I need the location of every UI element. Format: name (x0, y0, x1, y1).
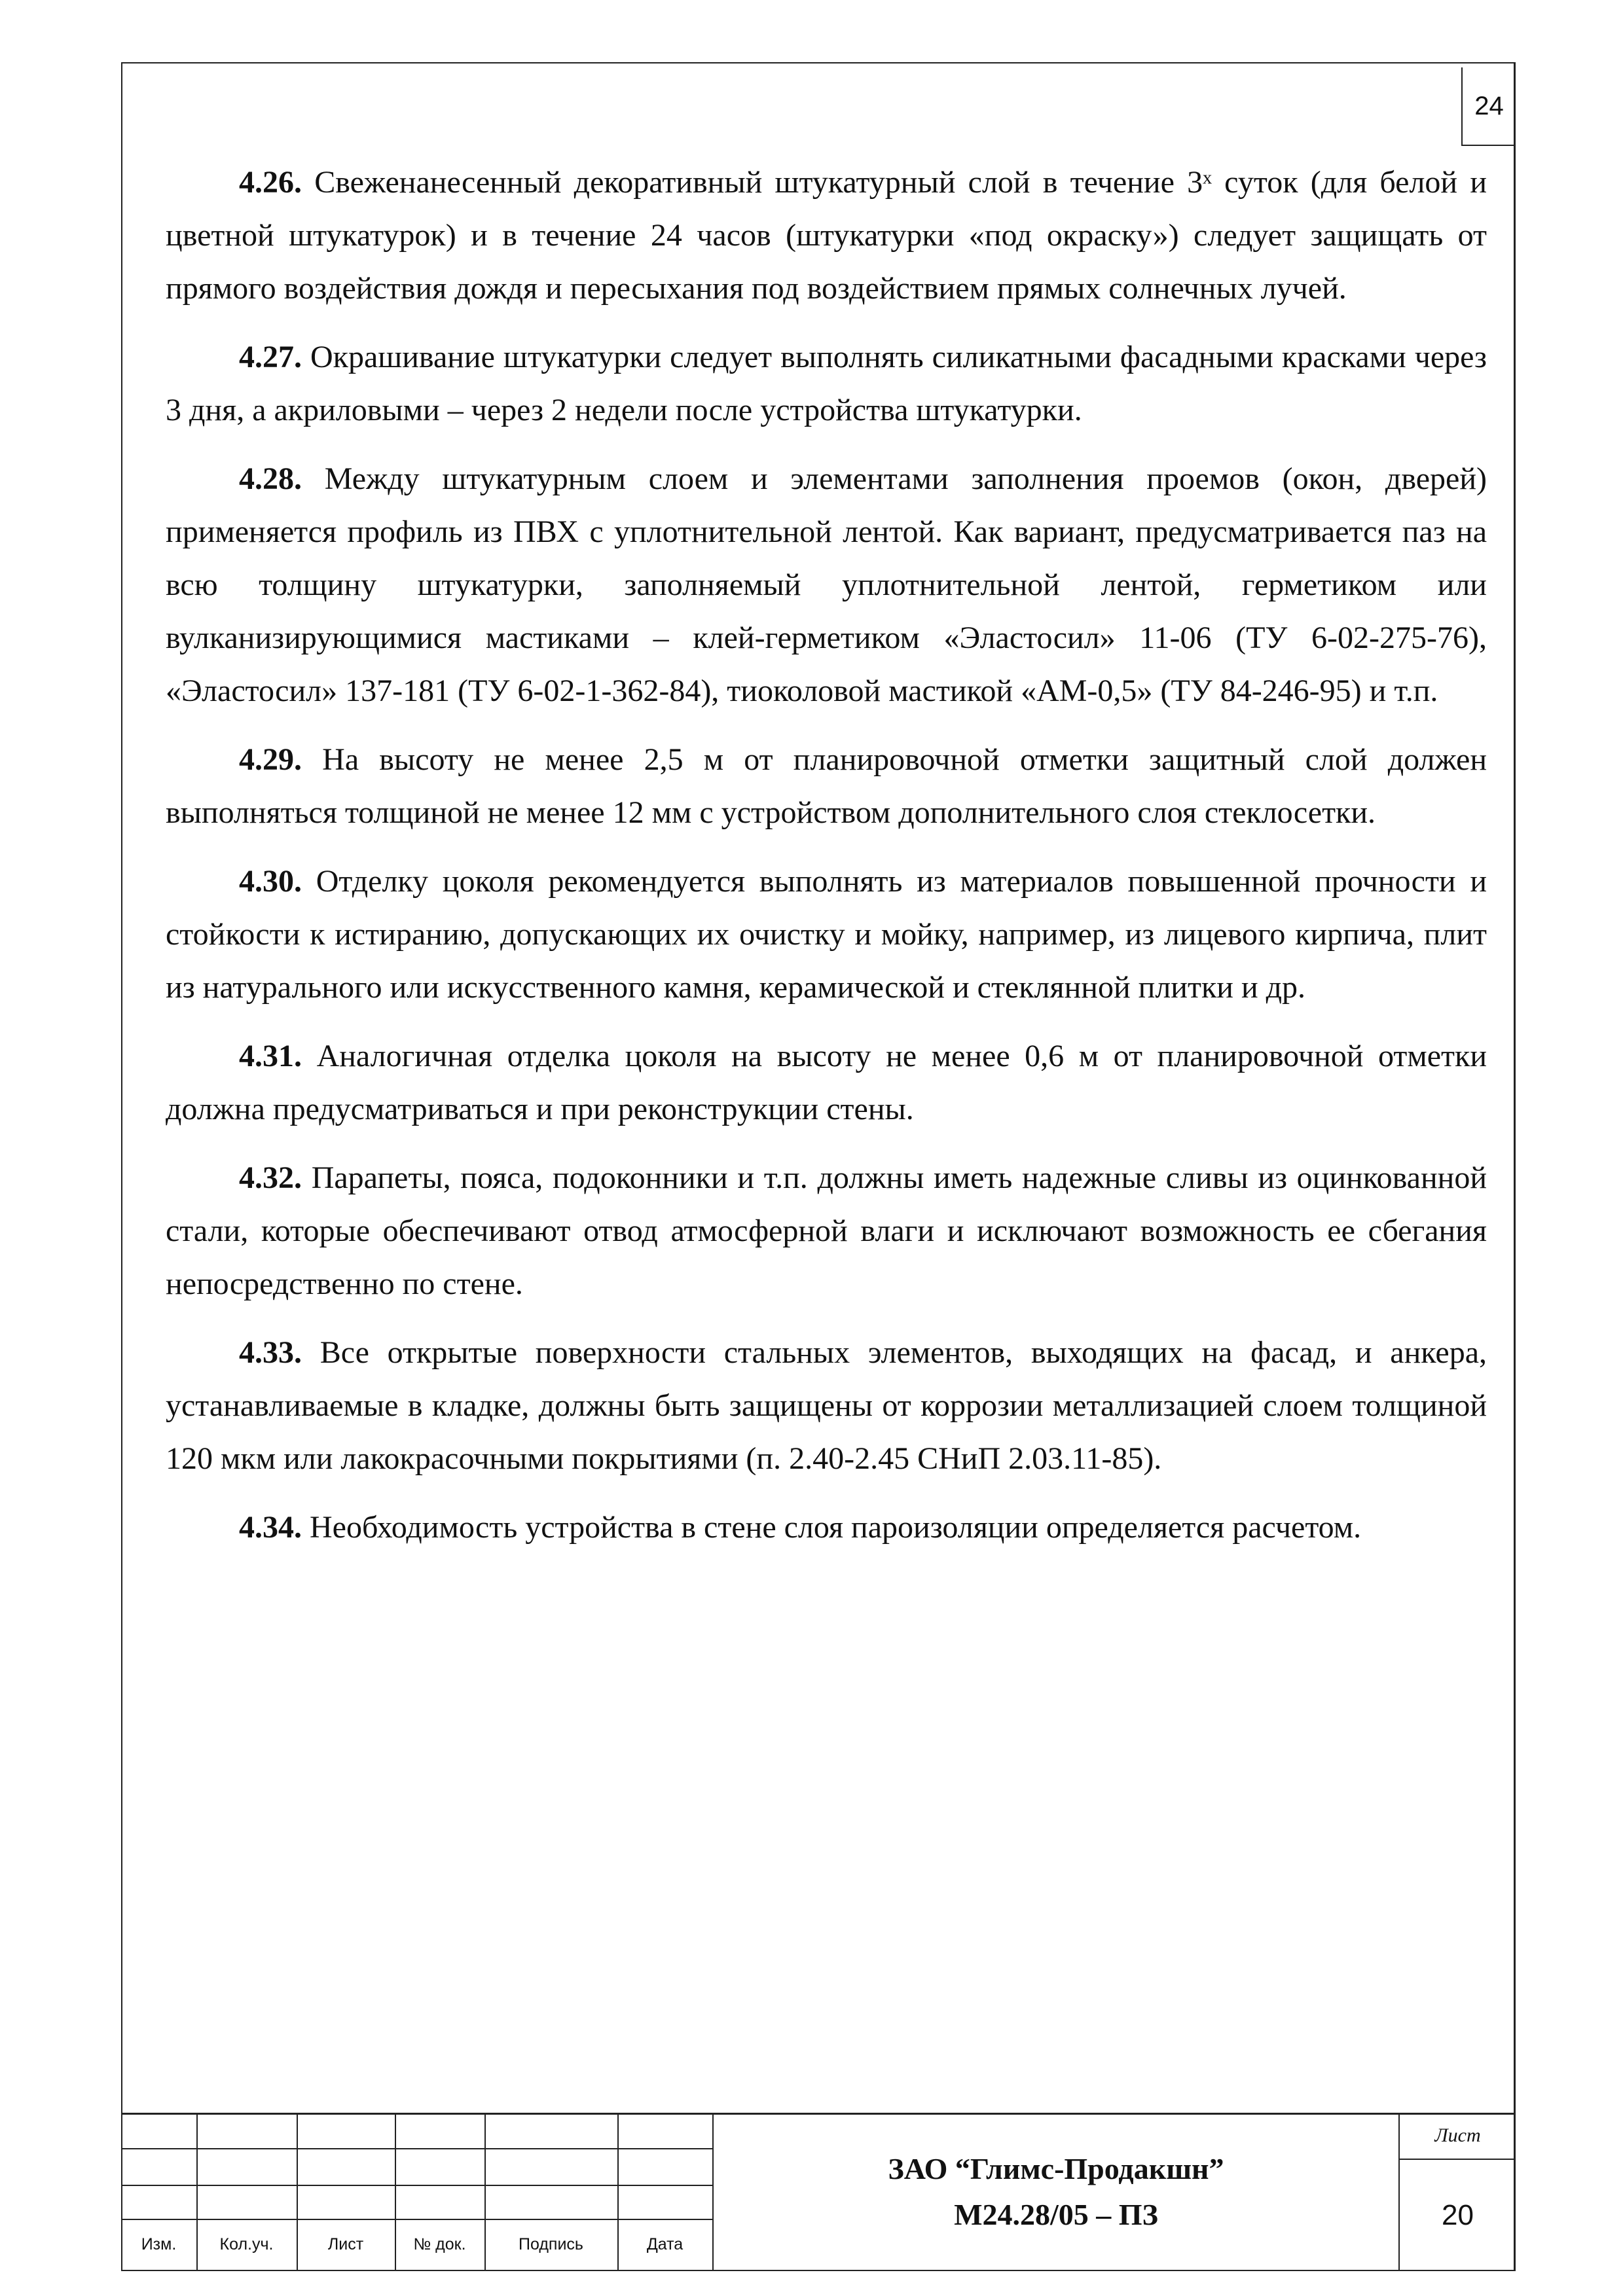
paragraph-number: 4.29. (239, 742, 302, 777)
col-label-signature: Подпись (519, 2234, 583, 2253)
paragraph-text: Все открытые поверхности стальных элементов, выходящих на фасад, и анкера, устанавливаемые в кладке, должны быть защищены от коррозии металлизацией слоем толщиной 120 мкм или лакокрасочными покрытиями (п. 2.40-2.45 СНиП 2.03.11-85). (166, 1335, 1487, 1476)
sheet-label: Лист (1400, 2113, 1516, 2160)
paragraph-text: Отделку цоколя рекомендуется выполнять из материалов повышенной прочности и стойкости к истиранию, допускающих их очистку и мойку, например, из лицевого кирпича, плит из натурального или искусственного камня, керамической и стеклянной плитки и др. (166, 864, 1487, 1005)
document-body (166, 156, 1487, 1570)
paragraph-number: 4.30. (239, 864, 302, 899)
paragraph-number: 4.32. (239, 1160, 302, 1195)
paragraph-text: Парапеты, пояса, подоконники и т.п. должны иметь надежные сливы из оцинкованной стали, которые обеспечивают отвод атмосферной влаги и исключают возможность ее сбегания непосредственно по стене. (166, 1160, 1487, 1301)
col-label-list: Лист (327, 2234, 364, 2253)
col-label-date: Дата (646, 2234, 684, 2253)
paragraph-text: Аналогичная отделка цоколя на высоту не менее 0,6 м от планировочной отметки должна предусматриваться и при реконструкции стены. (166, 1039, 1487, 1126)
paragraph-4-29 (166, 733, 1487, 839)
col-label-kol-uch: Кол.уч. (219, 2234, 274, 2253)
sheet-number: 20 (1442, 2199, 1474, 2231)
paragraph-number: 4.27. (239, 340, 302, 374)
paragraph-text: Окрашивание штукатурки следует выполнять силикатными фасадными красками через 3 дня, а акриловыми – через 2 недели после устройства штукатурки. (166, 340, 1487, 427)
paragraph-number: 4.33. (239, 1335, 302, 1370)
paragraph-4-33 (166, 1326, 1487, 1485)
paragraph-text: Свеженанесенный декоративный штукатурный слой в течение 3ˣ суток (для белой и цветной штукатурок) и в течение 24 часов (штукатурки «под окраску») следует защищать от прямого воздействия дождя и пересыхания под воздействием прямых солнечных лучей. (166, 165, 1487, 306)
paragraph-number: 4.31. (239, 1039, 302, 1073)
grid-line (121, 2185, 712, 2186)
paragraph-4-31 (166, 1030, 1487, 1136)
paragraph-text: Между штукатурным слоем и элементами заполнения проемов (окон, дверей) применяется профиль из ПВХ с уплотнительной лентой. Как вариант, предусматривается паз на всю толщину штукатурки, заполняемый уплотнительной лентой, герметиком или вулканизирующимися мастиками – клей-герметиком «Эластосил» 11-06 (ТУ 6-02-275-76), «Эластосил» 137-181 (ТУ 6-02-1-362-84), тиоколовой мастикой «АМ-0,5» (ТУ 84-246-95) и т.п. (166, 461, 1487, 708)
page-corner-number: 24 (1461, 67, 1516, 146)
paragraph-text: На высоту не менее 2,5 м от планировочной отметки защитный слой должен выполняться толщиной не менее 12 мм с устройством дополнительного слоя стеклосетки. (166, 742, 1487, 830)
paragraph-4-28 (166, 452, 1487, 717)
paragraph-number: 4.34. (239, 1510, 302, 1545)
paragraph-4-34 (166, 1501, 1487, 1554)
grid-line (121, 2148, 712, 2149)
col-label-izm: Изм. (141, 2234, 177, 2253)
col-label-doc-no: № док. (413, 2234, 466, 2253)
paragraph-4-27 (166, 331, 1487, 437)
organization-name: ЗАО “Глимс-Продакшн” (888, 2152, 1224, 2185)
paragraph-text: Необходимость устройства в стене слоя пароизоляции определяется расчетом. (310, 1510, 1362, 1545)
paragraph-4-30 (166, 855, 1487, 1014)
paragraph-4-32 (166, 1151, 1487, 1310)
document-code: М24.28/05 – ПЗ (954, 2198, 1158, 2231)
paragraph-number: 4.28. (239, 461, 302, 496)
paragraph-number: 4.26. (239, 165, 302, 200)
paragraph-4-26 (166, 156, 1487, 315)
organization-block (712, 2113, 1400, 2271)
